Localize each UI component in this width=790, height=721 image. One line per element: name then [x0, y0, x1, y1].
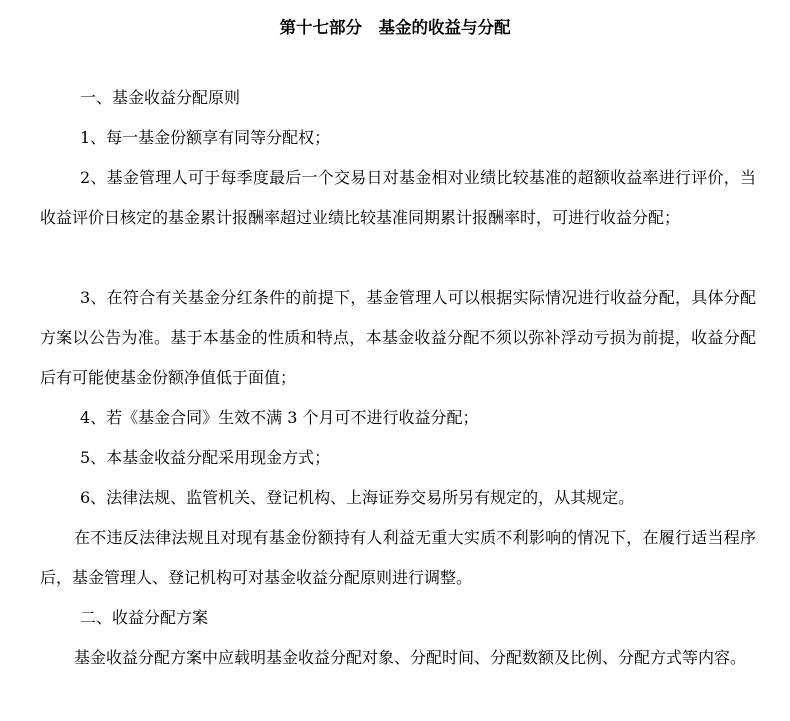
- page-title: 第十七部分 基金的收益与分配: [279, 18, 511, 37]
- list-item-2: 2、基金管理人可于每季度最后一个交易日对基金相对业绩比较基准的超额收益率进行评价，当收益评价日核定的基金累计报酬率超过业绩比较基准同期累计报酬率时，可进行收益分配；: [40, 168, 756, 227]
- list-item-5: 5、本基金收益分配采用现金方式；: [80, 448, 331, 467]
- distribution-plan-paragraph: 基金收益分配方案中应载明基金收益分配对象、分配时间、分配数额及比例、分配方式等内容。: [74, 648, 747, 667]
- section-heading-distribution-plan: 二、收益分配方案: [80, 608, 209, 627]
- list-item-3: 3、在符合有关基金分红条件的前提下，基金管理人可以根据实际情况进行收益分配，具体分配方案以公告为准。基于本基金的性质和特点，本基金收益分配不须以弥补浮动亏损为前提，收益分配后有可能使基金份额净值低于面值；: [40, 288, 756, 387]
- section-heading-income-principles: 一、基金收益分配原则: [80, 88, 241, 107]
- list-item-1: 1、每一基金份额享有同等分配权；: [80, 128, 331, 147]
- adjustment-paragraph: 在不违反法律法规且对现有基金份额持有人利益无重大实质不利影响的情况下，在履行适当程序后，基金管理人、登记机构可对基金收益分配原则进行调整。: [40, 528, 756, 587]
- list-item-4: 4、若《基金合同》生效不满 3 个月可不进行收益分配；: [80, 408, 479, 427]
- list-item-6: 6、法律法规、监管机关、登记机构、上海证券交易所另有规定的，从其规定。: [80, 488, 635, 507]
